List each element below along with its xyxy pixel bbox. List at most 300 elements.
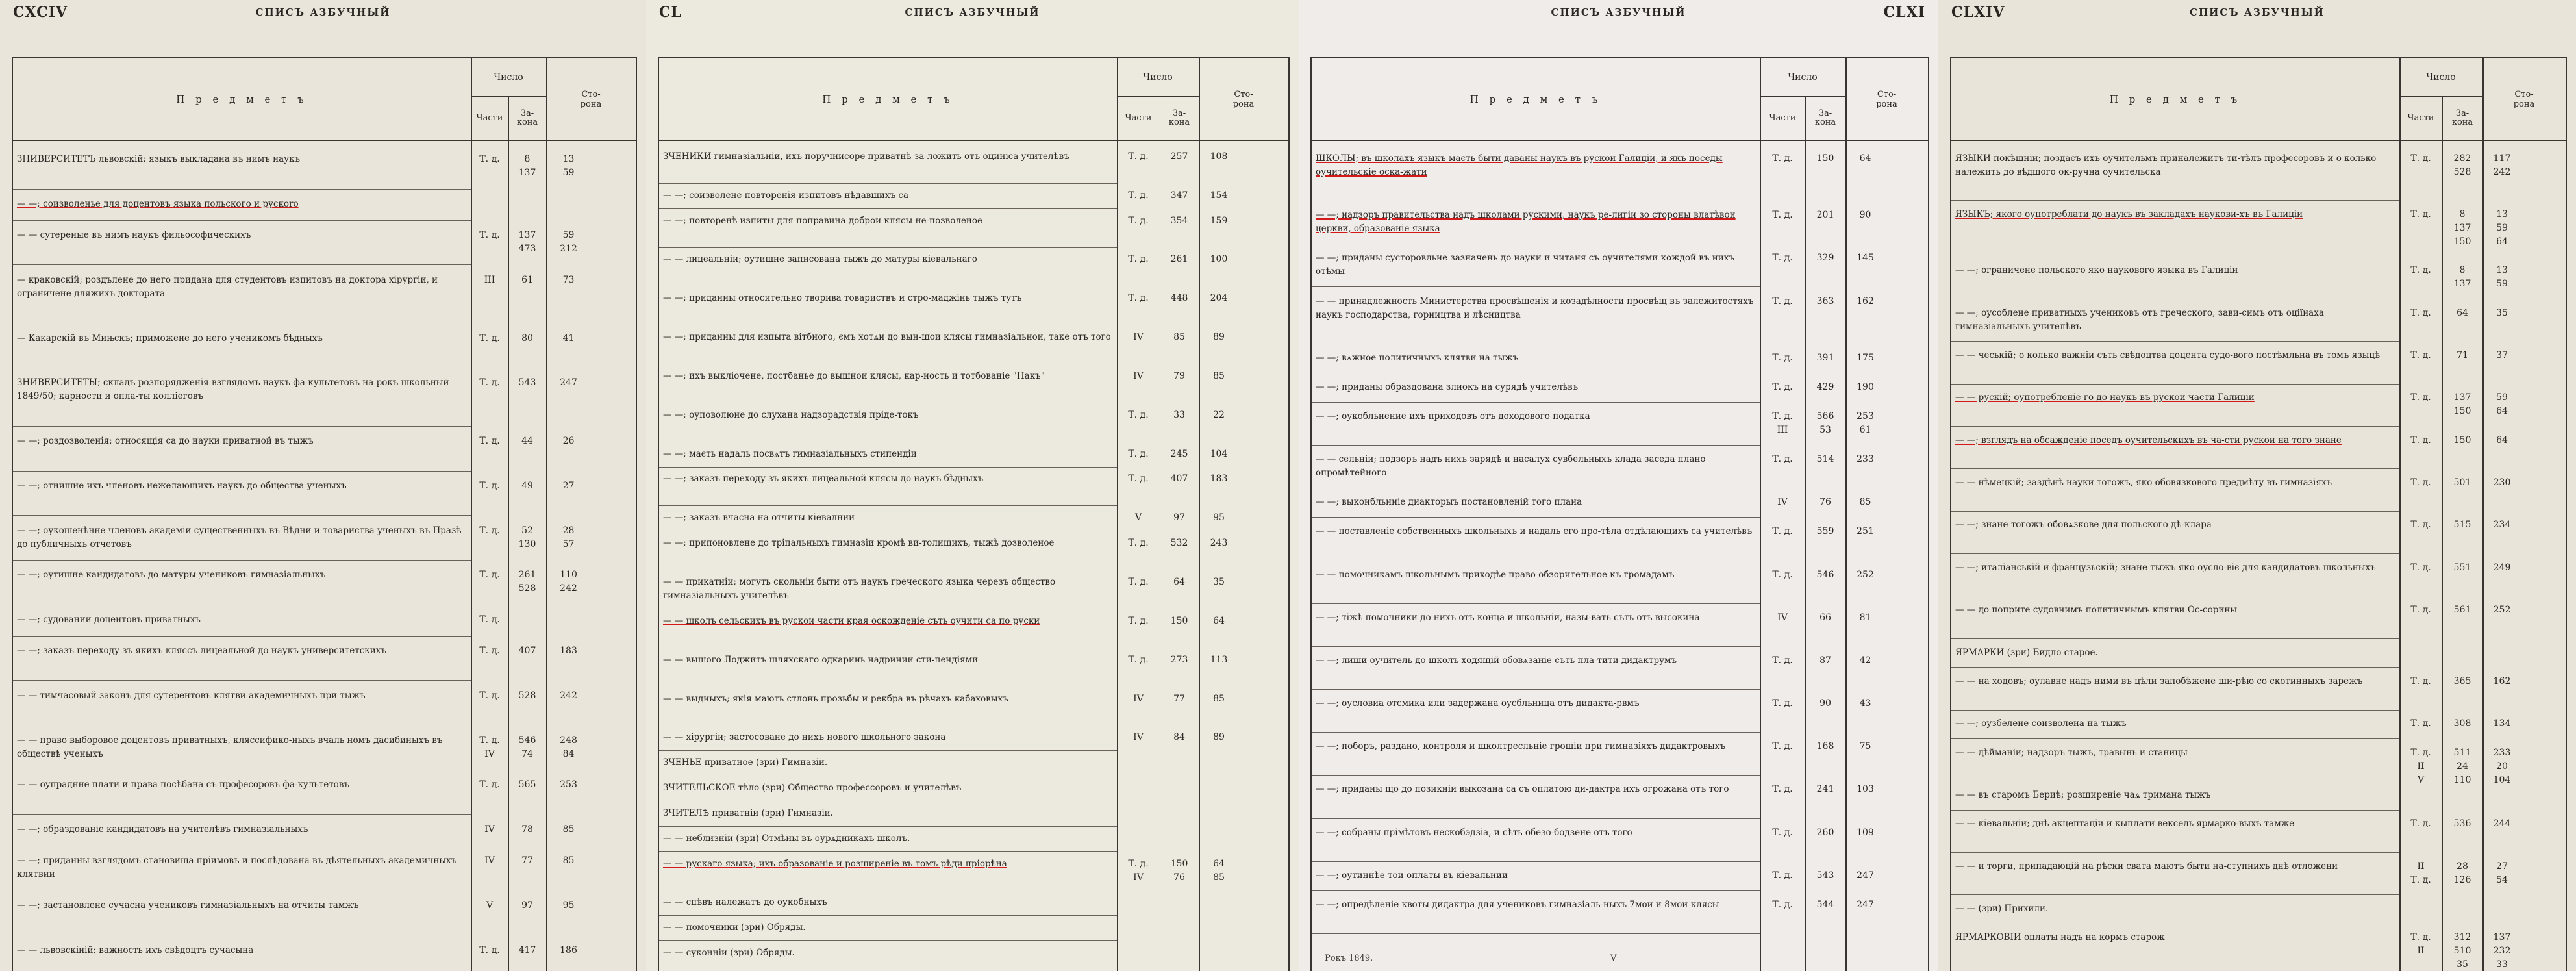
- entry-law-number: 8 137 150: [2453, 209, 2471, 247]
- header-chislo: [1760, 58, 1847, 97]
- index-entry: [1951, 667, 2566, 709]
- index-page-2: [646, 0, 1299, 971]
- entry-law-number: 261 528: [518, 570, 536, 594]
- header-predmet: [659, 58, 1118, 140]
- index-entry: [1312, 286, 1928, 343]
- entry-subject: — —; оуповолюне до слухана надзорадствія пріде-токъ: [663, 409, 919, 420]
- entry-law-number: 308: [2453, 718, 2471, 729]
- index-entry: [13, 368, 636, 426]
- entry-page: 247: [1857, 899, 1874, 910]
- index-entry: [13, 426, 636, 471]
- index-table: [1310, 57, 1929, 971]
- entry-page: 81: [1859, 612, 1871, 623]
- entry-part: Т. д.: [1128, 654, 1149, 665]
- entry-law-number: 546 74: [518, 735, 536, 759]
- index-entry: [659, 442, 1288, 467]
- entry-page: 134: [2493, 718, 2511, 729]
- entry-page: 104: [1210, 448, 1228, 459]
- entry-subject: — —; образдованіе кандидатовъ на учителѣвъ гимназіальныхъ: [17, 824, 308, 835]
- entry-page: 22: [1213, 409, 1225, 420]
- index-entry: [659, 851, 1288, 890]
- entry-law-number: 49: [521, 480, 533, 491]
- entry-part: Т. д.: [2410, 520, 2431, 531]
- entry-subject: — — спѣвъ належатъ до оукобныхъ: [663, 897, 827, 908]
- entry-part: Т. д.: [1772, 153, 1793, 164]
- entry-page: 243: [1210, 538, 1228, 549]
- entry-law-number: 28 126: [2453, 861, 2471, 885]
- entry-subject: — —; оутишне кандидатовъ до матуры учениковъ гимназіальныхъ: [17, 570, 326, 581]
- index-entry: [1951, 426, 2566, 468]
- header-chislo-text: Число: [494, 72, 523, 82]
- running-title: СПИСЪ АЗБУЧНЫЙ: [905, 6, 1040, 18]
- entry-law-number: 201: [1816, 210, 1834, 221]
- entry-page: 230: [2493, 477, 2511, 488]
- index-entry: [659, 648, 1288, 687]
- header-chislo-text: Число: [2426, 72, 2456, 82]
- header-storona: [1199, 58, 1288, 140]
- header-predmet: [13, 58, 472, 140]
- index-entry: [659, 915, 1288, 940]
- entry-subject: — — на ходовъ; оулавне надъ ними въ цѣли запобѣжене ши-рѣю со скотинныхъ зарежъ: [1955, 675, 2363, 687]
- index-entry: [1312, 402, 1928, 445]
- index-entry: [1951, 852, 2566, 894]
- entry-subject: — —; соизволене повторенія изпитовъ нѣдавшихъ са: [663, 190, 909, 201]
- entry-page: 27 54: [2496, 861, 2508, 885]
- header-zakona: [1805, 96, 1847, 140]
- entry-subject: — —; знане тогожъ обовѧзкове для польского дѣ-клара: [1955, 520, 2212, 531]
- index-entry: [1312, 603, 1928, 646]
- entry-subject: — —; оукобльнение ихъ приходовъ отъ доходового податка: [1316, 411, 1590, 422]
- entry-part: Т. д.: [1128, 254, 1149, 265]
- entry-page: 85: [1213, 370, 1225, 381]
- entry-part: Т. д.: [2410, 435, 2431, 446]
- entry-part: IV: [484, 855, 495, 866]
- header-predmet: [1951, 58, 2401, 140]
- index-entry: [1312, 732, 1928, 775]
- index-entry: [13, 605, 636, 636]
- entry-part: Т. д.: [2410, 477, 2431, 488]
- entry-page: 59 212: [560, 229, 577, 254]
- entry-part: Т. д.: [479, 480, 500, 491]
- index-entry: [1312, 646, 1928, 689]
- entry-page: 37: [2496, 350, 2508, 361]
- index-entry: [1951, 894, 2566, 923]
- index-entry: [659, 890, 1288, 915]
- index-entry: [659, 609, 1288, 648]
- entry-subject: — —; тіжѣ помочники до нихъ отъ конца и школьніи, назы-вать съть отъ высокина: [1316, 612, 1700, 623]
- index-entry: [1951, 468, 2566, 511]
- header-storona-text: Сто- рона: [580, 89, 602, 109]
- entry-subject: ЯЗЫКЪ; якого оупотреблати до наукъ въ закладахъ наукови-хъ въ Галиціи: [1955, 209, 2303, 220]
- index-entry: [1951, 810, 2566, 852]
- entry-part: Т. д.: [1772, 784, 1793, 795]
- entry-part: Т. д.: [479, 154, 500, 165]
- entry-part: Т. д.: [479, 614, 500, 625]
- entry-page: 73: [562, 274, 575, 285]
- entry-law-number: 90: [1819, 698, 1831, 709]
- index-entry: [659, 505, 1288, 531]
- entry-part: Т. д.: [2410, 718, 2431, 729]
- entry-law-number: 511 24 110: [2453, 747, 2471, 785]
- entry-subject: — —; приданы що до позикніи выкозана са съ оплатою ди-дактра ихъ огрожана отъ того: [1316, 784, 1729, 795]
- entry-law-number: 150: [1816, 153, 1834, 164]
- entry-subject: — —; застановлене сучасна учениковъ гимназіальныхъ на отчиты тамжъ: [17, 900, 359, 911]
- entry-page: 35: [1213, 576, 1225, 587]
- index-entry: [1951, 144, 2566, 200]
- entry-part: Т. д.: [1772, 827, 1793, 838]
- header-storona: [1845, 58, 1928, 140]
- entry-part: Т. д.: [2410, 350, 2431, 361]
- entry-part: Т. д.: [2410, 265, 2431, 276]
- entry-page: 145: [1857, 253, 1874, 264]
- index-entry: [13, 935, 636, 966]
- entry-subject: — — прикатніи; могуть скольніи быти отъ наукъ греческого языка черезъ общество гимназіальныхъ учителѣвъ: [663, 576, 1056, 601]
- entry-part: Т. д.: [2410, 392, 2431, 403]
- entry-page: 43: [1859, 698, 1871, 709]
- entry-law-number: 77: [521, 855, 533, 866]
- entry-subject: — — помочники (зри) Обряды.: [663, 922, 806, 933]
- index-entry: [659, 144, 1288, 183]
- entry-subject: — —; судовании доцентовъ приватныхъ: [17, 614, 201, 625]
- entry-subject: — — до поприте судовнимъ политичнымъ клятви Ос-сорины: [1955, 605, 2238, 616]
- index-entry: [13, 471, 636, 516]
- entry-subject: — — право выборовое доцентовъ приватныхъ, кляссифико-ныхъ вчаль номъ дасибиныхъ въ обществѣ ученыхъ: [17, 735, 443, 759]
- index-entry: [659, 286, 1288, 325]
- entry-part: Т. д.: [1772, 210, 1793, 221]
- entry-page: 59 64: [2496, 392, 2508, 417]
- index-entry: [1951, 924, 2566, 970]
- entry-subject: — —; отнишне ихъ членовъ нежелающихъ наукъ до общества ученыхъ: [17, 480, 347, 491]
- footer-year: Рокъ 1849.: [1325, 953, 1373, 963]
- index-entry: [13, 189, 636, 220]
- index-entry: [1951, 738, 2566, 785]
- entry-subject: ЗЧИТЕЛЬСКОЕ тѣло (зри) Общество профессоровъ и учителѣвъ: [663, 783, 962, 794]
- entry-page: 244: [2493, 818, 2511, 829]
- entry-part: Т. д.: [1772, 569, 1793, 580]
- header-chislo: [471, 58, 547, 97]
- entry-page: 253 61: [1857, 411, 1874, 436]
- header-chislo-text: Число: [1788, 72, 1818, 82]
- header-chasti-text: Части: [1125, 112, 1152, 123]
- entry-law-number: 515: [2453, 520, 2471, 531]
- entry-law-number: 261: [1170, 254, 1188, 265]
- entry-part: Т. д. II V: [2410, 747, 2431, 785]
- header-chasti-text: Части: [2407, 112, 2434, 123]
- entry-page: 113: [1210, 654, 1228, 665]
- entry-subject: — —; заказъ переходу зъ якихъ кляссъ лицеальной до наукъ университетскихъ: [17, 646, 386, 657]
- entry-subject: — —; приданны взглядомъ становища пріимовъ и послѣдована въ дѣятельныхъ академичныхъ клятвии: [17, 855, 457, 880]
- entry-part: Т. д.: [479, 779, 500, 790]
- header-zakona-text: За- кона: [2451, 108, 2473, 127]
- footer-signature: V: [1610, 953, 1617, 963]
- entry-part: Т. д.: [1128, 215, 1149, 226]
- header-chislo: [1117, 58, 1200, 97]
- header-predmet-text: П р е д м е т ъ: [2109, 93, 2242, 105]
- entry-law-number: 97: [1173, 512, 1185, 523]
- header-storona: [546, 58, 636, 140]
- entry-subject: — —; собраны прімѣтовъ нескобэдзіа, и сѣть обезо-бодзене отъ того: [1316, 827, 1632, 838]
- entry-page: 186: [560, 944, 577, 955]
- index-entry: [659, 801, 1288, 826]
- entry-law-number: 150 76: [1170, 858, 1188, 883]
- entry-subject: — — рускій; оупотребленіе го до наукъ въ рускои части Галиціи: [1955, 392, 2255, 403]
- entry-page: 75: [1859, 741, 1871, 752]
- entry-subject: — — неблизніи (зри) Отмѣны въ оурѧдникахъ школъ.: [663, 833, 910, 844]
- entry-subject: — —; приданны для изпыта вітбного, ємъ хотѧи до вын-шои клясы гимназіальнои, таке отъ того: [663, 332, 1111, 343]
- index-entry: [1951, 511, 2566, 553]
- entry-law-number: 312 510 35: [2453, 932, 2471, 970]
- running-title: СПИСЪ АЗБУЧНЫЙ: [2190, 6, 2325, 18]
- table-header: [1312, 58, 1928, 141]
- entry-law-number: 514: [1816, 454, 1834, 465]
- entry-subject: — — дѣйманіи; надзоръ тыжъ, травынь и станицы: [1955, 747, 2188, 758]
- entry-subject: — — принадлежность Министерства просвѣщенія и козадѣлности просвѣщ въ залежитостяхъ наукъ господарства, горництва и лѣсництва: [1316, 296, 1754, 320]
- entry-subject: — — тимчасовый законъ для сутерентовъ клятви академичныхъ при тыжъ: [17, 690, 366, 701]
- entry-subject: — —; приданы сусторовльне зазначень до науки и читаня съ оучителями кождой въ нихъ отѣмы: [1316, 253, 1734, 277]
- entry-subject: — —; надзоръ правительства надъ школами рускими, наукъ ре-лигіи зо стороны влатѣвои церкви, образованіе языка: [1316, 210, 1736, 234]
- entry-subject: — — сельніи; подзоръ надъ нихъ зарядѣ и насалух сувбельныхъ клада заседа плано опромѣтейного: [1316, 454, 1706, 479]
- entry-subject: ШКОЛЫ; въ школахъ языкъ маєть быти даваны наукъ въ рускои Галиціи, и якъ поседы оучительскіе оска-жати: [1316, 153, 1723, 178]
- entry-law-number: 64: [2457, 307, 2468, 318]
- entry-subject: — — рускаго языка; ихъ образованіе и розширеніе въ томъ рѣди пріорѣна: [663, 858, 1007, 869]
- index-entry: [659, 403, 1288, 442]
- entry-page: 117 242: [2493, 153, 2511, 177]
- entry-page: 85: [1859, 497, 1871, 508]
- index-page-3: [1299, 0, 1938, 971]
- index-table: [1950, 57, 2567, 971]
- entry-page: 89: [1213, 332, 1225, 343]
- entry-subject: — —; взглядъ на обсажденіе поседъ оучительскихъ въ ча-сти рускои на того знане: [1955, 435, 2342, 446]
- header-storona-text: Сто- рона: [1876, 89, 1897, 109]
- entry-law-number: 559: [1816, 526, 1834, 537]
- entry-subject: — —; выконбльнніе диакторыъ постановленій того плана: [1316, 497, 1582, 508]
- running-title: СПИСЪ АЗБУЧНЫЙ: [1551, 6, 1686, 18]
- entry-subject: — — въ старомъ Бериѣ; розширеніе чаѧ тримана тыжъ: [1955, 789, 2211, 800]
- index-entry: [1951, 257, 2566, 299]
- index-entry: [13, 560, 636, 605]
- entry-page: 95: [1213, 512, 1225, 523]
- index-entry: [659, 570, 1288, 609]
- entry-law-number: 391: [1816, 352, 1834, 363]
- entry-page: 233: [1857, 454, 1874, 465]
- index-entry: [13, 636, 636, 681]
- entry-law-number: 168: [1816, 741, 1834, 752]
- entry-page: 204: [1210, 293, 1228, 304]
- entry-subject: — —; повторенѣ изпиты для поправина доброи клясы не-позволеное: [663, 215, 983, 226]
- entry-subject: — —; соизволенье для доцентовъ языка польского и рускоro: [17, 199, 299, 210]
- entry-law-number: 84: [1173, 732, 1185, 743]
- entry-law-number: 544: [1816, 899, 1834, 910]
- entry-subject: — — поставленіе собственныхъ школьныхъ и надаль его про-тѣла отдѣлающихъ са учителѣвъ: [1316, 526, 1753, 537]
- entry-part: Т. д.: [1128, 615, 1149, 626]
- entry-part: Т. д.: [1128, 190, 1149, 201]
- index-entry: [659, 826, 1288, 851]
- index-entry: [13, 323, 636, 368]
- entry-law-number: 561: [2453, 605, 2471, 616]
- entry-page: 252: [1857, 569, 1874, 580]
- entry-part: II Т. д.: [2410, 861, 2431, 885]
- entry-subject: ЗНИВЕРСИТЕТЫ; складъ розпорядженія взглядомъ наукъ фа-культетовъ на рокъ школьный 1849/50; карности и опла-ты колліеговъ: [17, 377, 449, 402]
- entry-page: 137 232 33: [2493, 932, 2511, 970]
- index-entry: [1951, 638, 2566, 667]
- entry-page: 64: [1859, 153, 1871, 164]
- entry-subject: — —; оусоблене приватныхъ учениковъ отъ греческого, зави-симъ отъ оціїнаха гимназіальныхъ учителѣвъ: [1955, 307, 2324, 332]
- entry-page: 109: [1857, 827, 1874, 838]
- entry-law-number: 52 130: [518, 525, 536, 549]
- index-page-1: [0, 0, 646, 971]
- entry-page: 35: [2496, 307, 2508, 318]
- entry-part: IV: [1777, 612, 1788, 623]
- entry-part: Т. д.: [479, 229, 500, 240]
- index-entry: [1312, 517, 1928, 560]
- entry-part: Т. д.: [1772, 253, 1793, 264]
- entry-subject: — —; ограничене польского яко наукового языка въ Галиціи: [1955, 265, 2238, 276]
- entry-part: Т. д.: [2410, 153, 2431, 164]
- entry-page: 233 20 104: [2493, 747, 2511, 785]
- header-storona-text: Сто- рона: [1232, 89, 1255, 109]
- entry-law-number: 245: [1170, 448, 1188, 459]
- index-entry: [1951, 341, 2566, 383]
- entry-law-number: 365: [2453, 675, 2471, 687]
- entry-page: 247: [560, 377, 577, 388]
- entry-law-number: 566 53: [1816, 411, 1834, 436]
- entry-part: Т. д.: [1772, 454, 1793, 465]
- index-entry: [13, 144, 636, 189]
- index-entry: [13, 814, 636, 846]
- entry-part: Т. д.: [1772, 741, 1793, 752]
- entry-law-number: 79: [1173, 370, 1185, 381]
- entry-part: Т. д. III: [1772, 411, 1793, 436]
- index-entry: [1312, 488, 1928, 517]
- entry-subject: — —; заказъ переходу зъ якихъ лицеальной клясы до наукъ бѣдныхъ: [663, 473, 984, 485]
- header-chislo: [2399, 58, 2484, 97]
- entry-page: 234: [2493, 520, 2511, 531]
- header-chasti: [471, 96, 509, 140]
- index-entry: [1312, 861, 1928, 890]
- entry-law-number: 150: [2453, 435, 2471, 446]
- index-table: [12, 57, 637, 971]
- entry-subject: — —; роздозволенія; относящія са до науки приватной въ тыжъ: [17, 436, 314, 447]
- entry-part: Т. д.: [479, 525, 500, 536]
- entry-part: Т. д.: [1772, 870, 1793, 881]
- entry-subject: — —; лиши оучитель до школъ ходящій обовѧзаніе съть пла-тити дидактрумъ: [1316, 655, 1677, 666]
- entry-subject: — —; оусловиа отсмика или задержана оусбльница отъ дидакта-рвмъ: [1316, 698, 1640, 709]
- entry-part: Т. д.: [2410, 209, 2431, 220]
- entry-part: Т. д.: [1772, 899, 1793, 910]
- entry-subject: — — вышого Лоджитъ шляхскаго одкаринь надринии сти-пендіями: [663, 654, 979, 665]
- entry-part: Т. д.: [479, 944, 500, 955]
- entry-part: V: [486, 900, 494, 911]
- entry-law-number: 150: [1170, 615, 1188, 626]
- entry-law-number: 273: [1170, 654, 1188, 665]
- entry-subject: ЯЗЫКИ покѣшніи; поздаєъ ихъ оучительмъ приналежитъ ти-тѣлъ професоровъ и о колько належить до вѣдшого ок-ручна оучительска: [1955, 153, 2377, 177]
- header-chasti: [1760, 96, 1806, 140]
- entry-subject: — —; поборъ, раздано, контроля и школтресльніе грошіи при гимназіяхъ дидактровыхъ: [1316, 741, 1725, 752]
- header-zakona: [2442, 96, 2484, 140]
- entry-law-number: 8 137: [518, 154, 536, 179]
- entry-page: 103: [1857, 784, 1874, 795]
- index-entry: [1312, 373, 1928, 402]
- entry-page: 64: [1213, 615, 1225, 626]
- index-entry: [13, 220, 636, 265]
- header-predmet: [1312, 58, 1761, 140]
- index-entry: [1951, 299, 2566, 341]
- page-number: CL: [659, 4, 682, 21]
- index-entry: [1312, 445, 1928, 488]
- entry-page: 248 84: [560, 735, 577, 759]
- header-predmet-text: П р е д м е т ъ: [822, 93, 954, 105]
- entry-law-number: 33: [1173, 409, 1185, 420]
- entry-subject: — —; припоновлене до тріпальныхъ гимназіи кромѣ ви-толищихъ, тыжѣ дозволеное: [663, 538, 1055, 549]
- index-entry: [659, 725, 1288, 750]
- entry-subject: — —; ихъ выкліочене, постбанье до вышнои клясы, кар-ность и тотбованіе "Накъ": [663, 370, 1045, 381]
- entry-subject: — — и торги, припадаюцій на рѣски свата маютъ быти на-ступнихъ днѣ отложени: [1955, 861, 2338, 872]
- entry-page: 247: [1857, 870, 1874, 881]
- entry-part: Т. д.: [479, 377, 500, 388]
- index-entry: [1312, 244, 1928, 286]
- header-chasti: [1117, 96, 1160, 140]
- entry-page: 190: [1857, 381, 1874, 392]
- entry-law-number: 76: [1819, 497, 1831, 508]
- entry-law-number: 543: [1816, 870, 1834, 881]
- entry-law-number: 448: [1170, 293, 1188, 304]
- entry-page: 26: [562, 436, 575, 447]
- entry-law-number: 61: [521, 274, 533, 285]
- entry-subject: ЯРМАРКИ (зри) Бидло старое.: [1955, 647, 2098, 658]
- entry-page: 100: [1210, 254, 1228, 265]
- entry-part: Т. д.: [1128, 538, 1149, 549]
- entry-page: 95: [562, 900, 575, 911]
- table-header: [13, 58, 636, 141]
- entry-page: 90: [1859, 210, 1871, 221]
- entry-law-number: 97: [521, 900, 533, 911]
- index-entry: [1951, 200, 2566, 256]
- entry-law-number: 137 473: [518, 229, 536, 254]
- entry-part: Т. д.: [479, 570, 500, 581]
- entry-page: 159: [1210, 215, 1228, 226]
- entry-subject: — —; оукошенѣнне членовъ академіи существенныхъ въ Вѣдни и товариства ученыхъ въ Празѣ до публичныхъ отчетовъ: [17, 525, 462, 549]
- index-entry: [13, 770, 636, 814]
- entry-subject: — — чеській; о колько важніи съть свѣдоцтва доцента судо-вого постѣмльна въ томъ языцѣ: [1955, 350, 2381, 361]
- header-zakona: [1160, 96, 1200, 140]
- entry-page: 183: [560, 646, 577, 657]
- index-entry: [659, 750, 1288, 776]
- index-entry: [13, 264, 636, 323]
- entry-subject: — —; приданы образдована злиокъ на сурядѣ учителѣвъ: [1316, 381, 1579, 392]
- header-zakona-text: За- кона: [1814, 108, 1836, 127]
- entry-law-number: 536: [2453, 818, 2471, 829]
- entry-subject: — —; оутиннѣе тои оплаты въ кіевальнии: [1316, 870, 1508, 881]
- entry-page: 85: [562, 824, 575, 835]
- entry-law-number: 71: [2457, 350, 2468, 361]
- entry-law-number: 551: [2453, 562, 2471, 573]
- entry-part: V: [1134, 512, 1142, 523]
- entry-part: Т. д.: [1128, 151, 1149, 162]
- entry-law-number: 532: [1170, 538, 1188, 549]
- index-entry: [1951, 553, 2566, 596]
- entry-part: IV: [1133, 693, 1144, 704]
- entry-part: IV: [1133, 370, 1144, 381]
- entry-part: Т. д.: [1128, 448, 1149, 459]
- entry-part: Т. д. IV: [479, 735, 500, 759]
- entry-subject: ЗЧИТЕЛѢ приватніи (зри) Гимназіи.: [663, 807, 833, 818]
- entry-part: Т. д. IV: [1128, 858, 1149, 883]
- entry-subject: — — (зри) Прихили.: [1955, 903, 2049, 914]
- header-chasti-text: Части: [1769, 112, 1796, 123]
- entry-part: Т. д.: [479, 646, 500, 657]
- entry-part: Т. д.: [1772, 352, 1793, 363]
- index-entry: [1312, 201, 1928, 244]
